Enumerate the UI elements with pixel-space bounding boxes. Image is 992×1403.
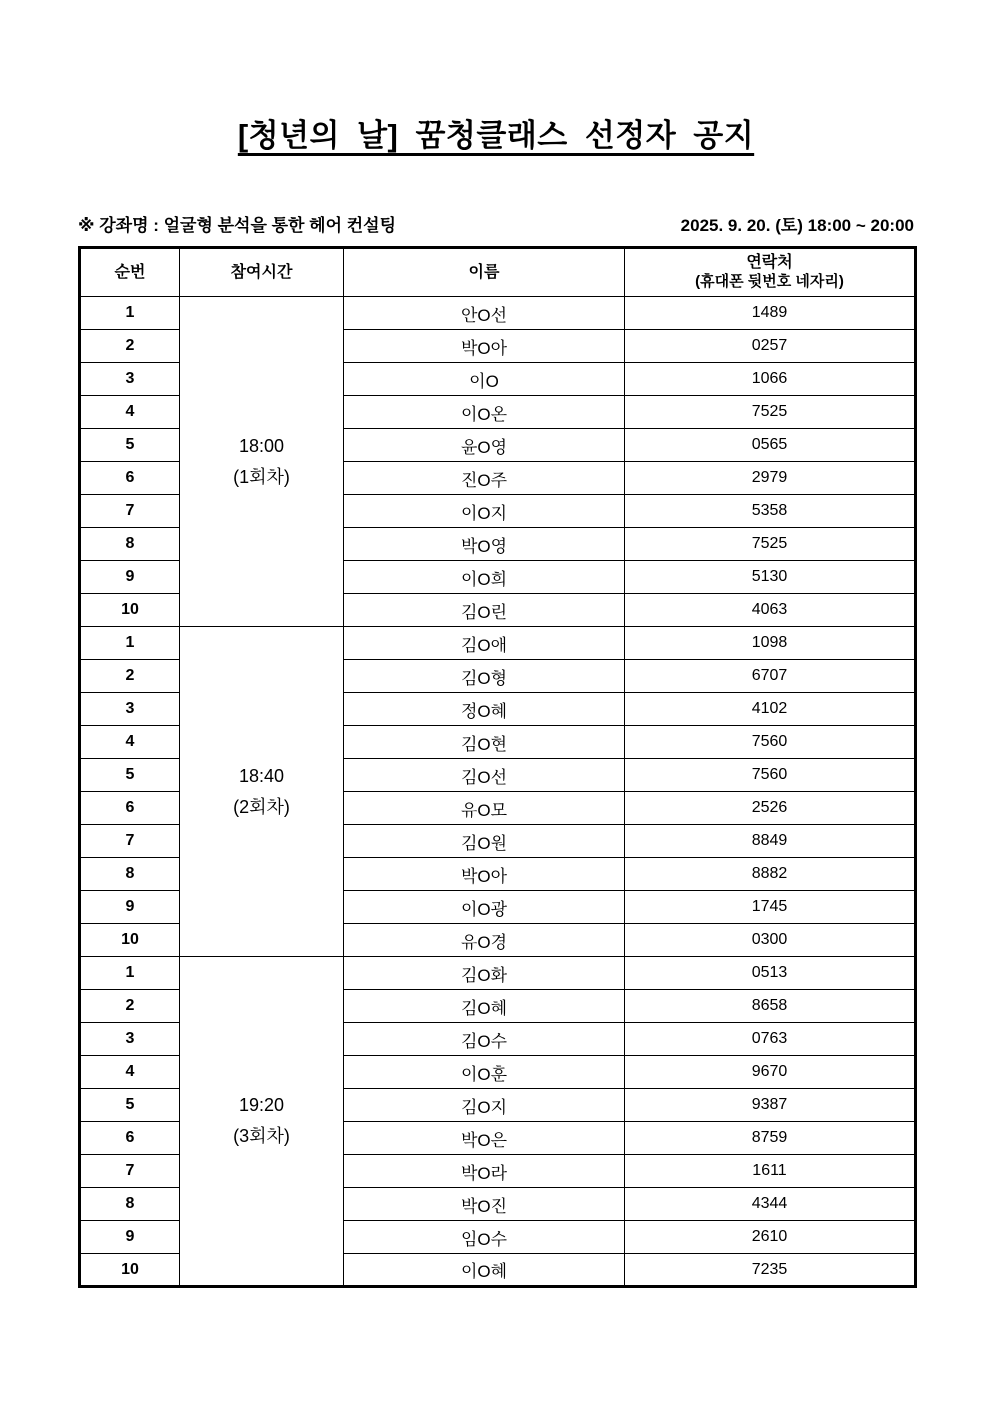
participant-name-cell: 이O훈: [344, 1056, 625, 1089]
row-number-cell: 8: [80, 858, 180, 891]
selected-participants-table: [78, 246, 917, 1288]
session-time-cell: [180, 627, 344, 957]
participant-name-cell: 김O린: [344, 594, 625, 627]
session-time: 18:40: [238, 765, 285, 786]
selection-table-container: [78, 246, 914, 1288]
participant-contact-cell: 0257: [625, 330, 916, 363]
row-number-cell: 6: [80, 462, 180, 495]
row-number-cell: 7: [80, 1155, 180, 1188]
participant-name-cell: 진O주: [344, 462, 625, 495]
participant-name-cell: 김O혜: [344, 990, 625, 1023]
header-time: 참여시간: [180, 248, 344, 297]
participant-name-cell: 박O라: [344, 1155, 625, 1188]
row-number-cell: 1: [80, 297, 180, 330]
participant-contact-cell: 5358: [625, 495, 916, 528]
participant-name-cell: 유O모: [344, 792, 625, 825]
participant-contact-cell: 6707: [625, 660, 916, 693]
row-number-cell: 6: [80, 1122, 180, 1155]
header-number: 순번: [80, 248, 180, 297]
row-number-cell: 5: [80, 1089, 180, 1122]
session-time-cell: [180, 297, 344, 627]
participant-name-cell: 김O화: [344, 957, 625, 990]
header-contact: [625, 248, 916, 297]
participant-contact-cell: 1066: [625, 363, 916, 396]
table-row: [80, 957, 916, 990]
session-time: 18:00: [238, 435, 285, 456]
row-number-cell: 9: [80, 1221, 180, 1254]
course-name-label: ※ 강좌명 : 얼굴형 분석을 통한 헤어 컨설팅: [78, 216, 397, 235]
participant-name-cell: 김O애: [344, 627, 625, 660]
participant-contact-cell: 0565: [625, 429, 916, 462]
participant-name-cell: 김O원: [344, 825, 625, 858]
row-number-cell: 5: [80, 429, 180, 462]
row-number-cell: 6: [80, 792, 180, 825]
participant-name-cell: 이O희: [344, 561, 625, 594]
header-name: 이름: [344, 248, 625, 297]
participant-name-cell: 박O은: [344, 1122, 625, 1155]
participant-contact-cell: 9670: [625, 1056, 916, 1089]
session-time-cell: [180, 957, 344, 1287]
participant-contact-cell: 2979: [625, 462, 916, 495]
row-number-cell: 5: [80, 759, 180, 792]
participant-contact-cell: 4344: [625, 1188, 916, 1221]
row-number-cell: 8: [80, 1188, 180, 1221]
participant-contact-cell: 7560: [625, 726, 916, 759]
participant-name-cell: 이O광: [344, 891, 625, 924]
participant-name-cell: 유O경: [344, 924, 625, 957]
row-number-cell: 4: [80, 726, 180, 759]
row-number-cell: 10: [80, 594, 180, 627]
participant-contact-cell: 1098: [625, 627, 916, 660]
participant-contact-cell: 2610: [625, 1221, 916, 1254]
participant-name-cell: 이O온: [344, 396, 625, 429]
row-number-cell: 3: [80, 1023, 180, 1056]
row-number-cell: 7: [80, 825, 180, 858]
participant-name-cell: 박O아: [344, 330, 625, 363]
participant-contact-cell: 0763: [625, 1023, 916, 1056]
table-body: [80, 297, 916, 1287]
row-number-cell: 9: [80, 891, 180, 924]
participant-name-cell: 윤O영: [344, 429, 625, 462]
row-number-cell: 8: [80, 528, 180, 561]
row-number-cell: 2: [80, 990, 180, 1023]
participant-name-cell: 김O선: [344, 759, 625, 792]
participant-contact-cell: 4063: [625, 594, 916, 627]
row-number-cell: 7: [80, 495, 180, 528]
row-number-cell: 10: [80, 924, 180, 957]
participant-contact-cell: 5130: [625, 561, 916, 594]
participant-contact-cell: 8882: [625, 858, 916, 891]
participant-name-cell: 김O수: [344, 1023, 625, 1056]
participant-contact-cell: 0513: [625, 957, 916, 990]
participant-contact-cell: 9387: [625, 1089, 916, 1122]
header-contact-line1: 연락처: [746, 254, 793, 272]
participant-contact-cell: 7235: [625, 1254, 916, 1287]
participant-contact-cell: 1611: [625, 1155, 916, 1188]
participant-name-cell: 이O지: [344, 495, 625, 528]
session-round: (3회차): [233, 1126, 290, 1146]
participant-contact-cell: 7525: [625, 528, 916, 561]
participant-contact-cell: 8849: [625, 825, 916, 858]
header-contact-line2: (휴대폰 뒷번호 네자리): [695, 273, 844, 291]
row-number-cell: 1: [80, 957, 180, 990]
row-number-cell: 4: [80, 1056, 180, 1089]
table-row: [80, 627, 916, 660]
course-info-row: [78, 211, 914, 236]
participant-name-cell: 임O수: [344, 1221, 625, 1254]
participant-name-cell: 박O아: [344, 858, 625, 891]
page-title: [청년의 날] 꿈청클래스 선정자 공지: [237, 118, 755, 153]
participant-contact-cell: 4102: [625, 693, 916, 726]
participant-name-cell: 김O지: [344, 1089, 625, 1122]
participant-name-cell: 안O선: [344, 297, 625, 330]
participant-contact-cell: 8658: [625, 990, 916, 1023]
participant-name-cell: 정O혜: [344, 693, 625, 726]
participant-contact-cell: 8759: [625, 1122, 916, 1155]
participant-name-cell: 김O현: [344, 726, 625, 759]
session-round: (2회차): [233, 796, 290, 817]
row-number-cell: 10: [80, 1254, 180, 1287]
row-number-cell: 3: [80, 363, 180, 396]
row-number-cell: 9: [80, 561, 180, 594]
participant-contact-cell: 1489: [625, 297, 916, 330]
participant-contact-cell: 7525: [625, 396, 916, 429]
participant-name-cell: 박O영: [344, 528, 625, 561]
participant-contact-cell: 2526: [625, 792, 916, 825]
session-time: 19:20: [238, 1095, 285, 1116]
participant-contact-cell: 7560: [625, 759, 916, 792]
row-number-cell: 4: [80, 396, 180, 429]
table-header: [80, 248, 916, 297]
row-number-cell: 2: [80, 660, 180, 693]
participant-name-cell: 이O: [344, 363, 625, 396]
table-row: [80, 297, 916, 330]
row-number-cell: 2: [80, 330, 180, 363]
participant-contact-cell: 1745: [625, 891, 916, 924]
row-number-cell: 1: [80, 627, 180, 660]
participant-contact-cell: 0300: [625, 924, 916, 957]
participant-name-cell: 이O혜: [344, 1254, 625, 1287]
session-round: (1회차): [233, 466, 290, 487]
row-number-cell: 3: [80, 693, 180, 726]
course-datetime: 2025. 9. 20. (토) 18:00 ~ 20:00: [680, 216, 914, 235]
participant-name-cell: 박O진: [344, 1188, 625, 1221]
participant-name-cell: 김O형: [344, 660, 625, 693]
